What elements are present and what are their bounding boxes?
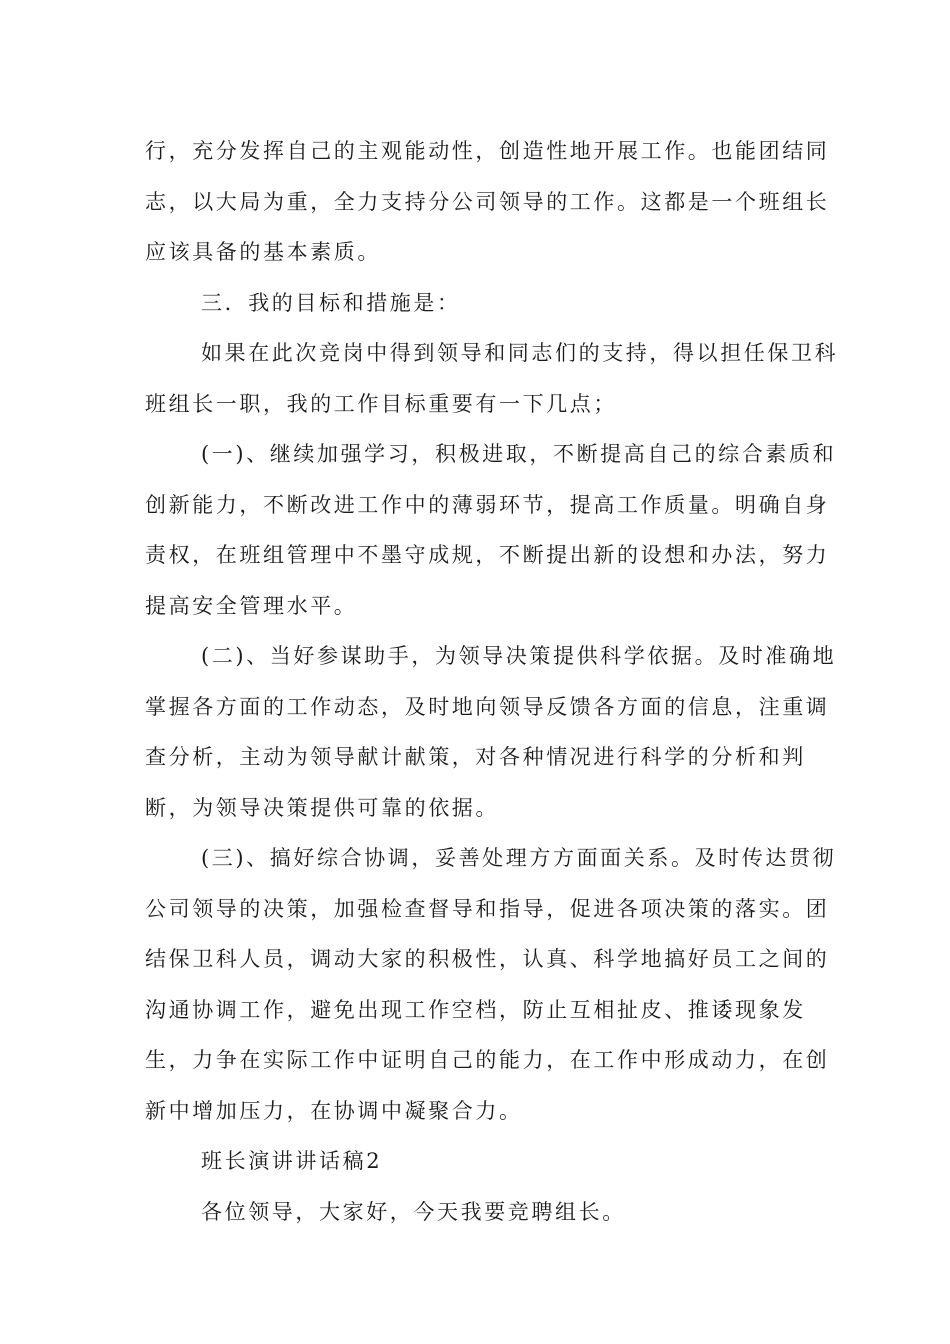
paragraph-item-3 xyxy=(145,833,837,1136)
text-line: 新中增加压力，在协调中凝聚合力。 xyxy=(145,1098,523,1123)
speech-title xyxy=(145,1136,805,1187)
paragraph-greeting xyxy=(145,1187,805,1238)
text-line: (三)、搞好综合协调，妥善处理方方面面关系。及时传达贯彻 xyxy=(201,846,837,870)
text-line: 生，力争在实际工作中证明自己的能力，在工作中形成动力，在创 xyxy=(145,1048,830,1072)
document-page xyxy=(145,126,839,1237)
text-line: 班长演讲讲话稿2 xyxy=(201,1149,383,1173)
section-heading-goals xyxy=(145,278,805,329)
paragraph-item-2 xyxy=(145,631,837,833)
text-line: 志，以大局为重，全力支持分公司领导的工作。这都是一个班组长 xyxy=(145,189,830,214)
text-line: 责权，在班组管理中不墨守成规，不断提出新的设想和办法，努力 xyxy=(145,543,830,567)
text-line: 如果在此次竞岗中得到领导和同志们的支持，得以担任保卫科 xyxy=(201,341,839,365)
text-line: (一)、继续加强学习，积极进取，不断提高自己的综合素质和 xyxy=(201,442,837,466)
paragraph-item-1 xyxy=(145,429,837,631)
text-line: (二)、当好参谋助手，为领导决策提供科学依据。及时准确地 xyxy=(201,644,837,668)
text-line: 掌握各方面的工作动态，及时地向领导反馈各方面的信息，注重调 xyxy=(145,694,830,719)
text-line: 创新能力，不断改进工作中的薄弱环节，提高工作质量。明确自身 xyxy=(145,492,830,517)
paragraph-intro xyxy=(145,328,839,429)
text-line: 沟通协调工作，避免出现工作空档，防止互相扯皮、推诿现象发 xyxy=(145,997,806,1022)
text-line: 各位领导，大家好，今天我要竞聘组长。 xyxy=(201,1199,626,1224)
text-line: 行，充分发挥自己的主观能动性，创造性地开展工作。也能团结同 xyxy=(145,139,830,163)
text-line: 班组长一职，我的工作目标重要有一下几点； xyxy=(145,391,617,416)
text-line: 结保卫科人员，调动大家的积极性，认真、科学地搞好员工之间的 xyxy=(145,947,830,971)
paragraph-continuation xyxy=(145,126,830,278)
text-line: 公司领导的决策，加强检查督导和指导，促进各项决策的落实。团 xyxy=(145,896,830,921)
text-line: 断，为领导决策提供可靠的依据。 xyxy=(145,795,499,820)
text-line: 提高安全管理水平。 xyxy=(145,593,358,618)
text-line: 应该具备的基本素质。 xyxy=(145,240,381,264)
text-line: 三．我的目标和措施是： xyxy=(201,290,461,315)
text-line: 查分析，主动为领导献计献策，对各种情况进行科学的分析和判 xyxy=(145,745,806,769)
